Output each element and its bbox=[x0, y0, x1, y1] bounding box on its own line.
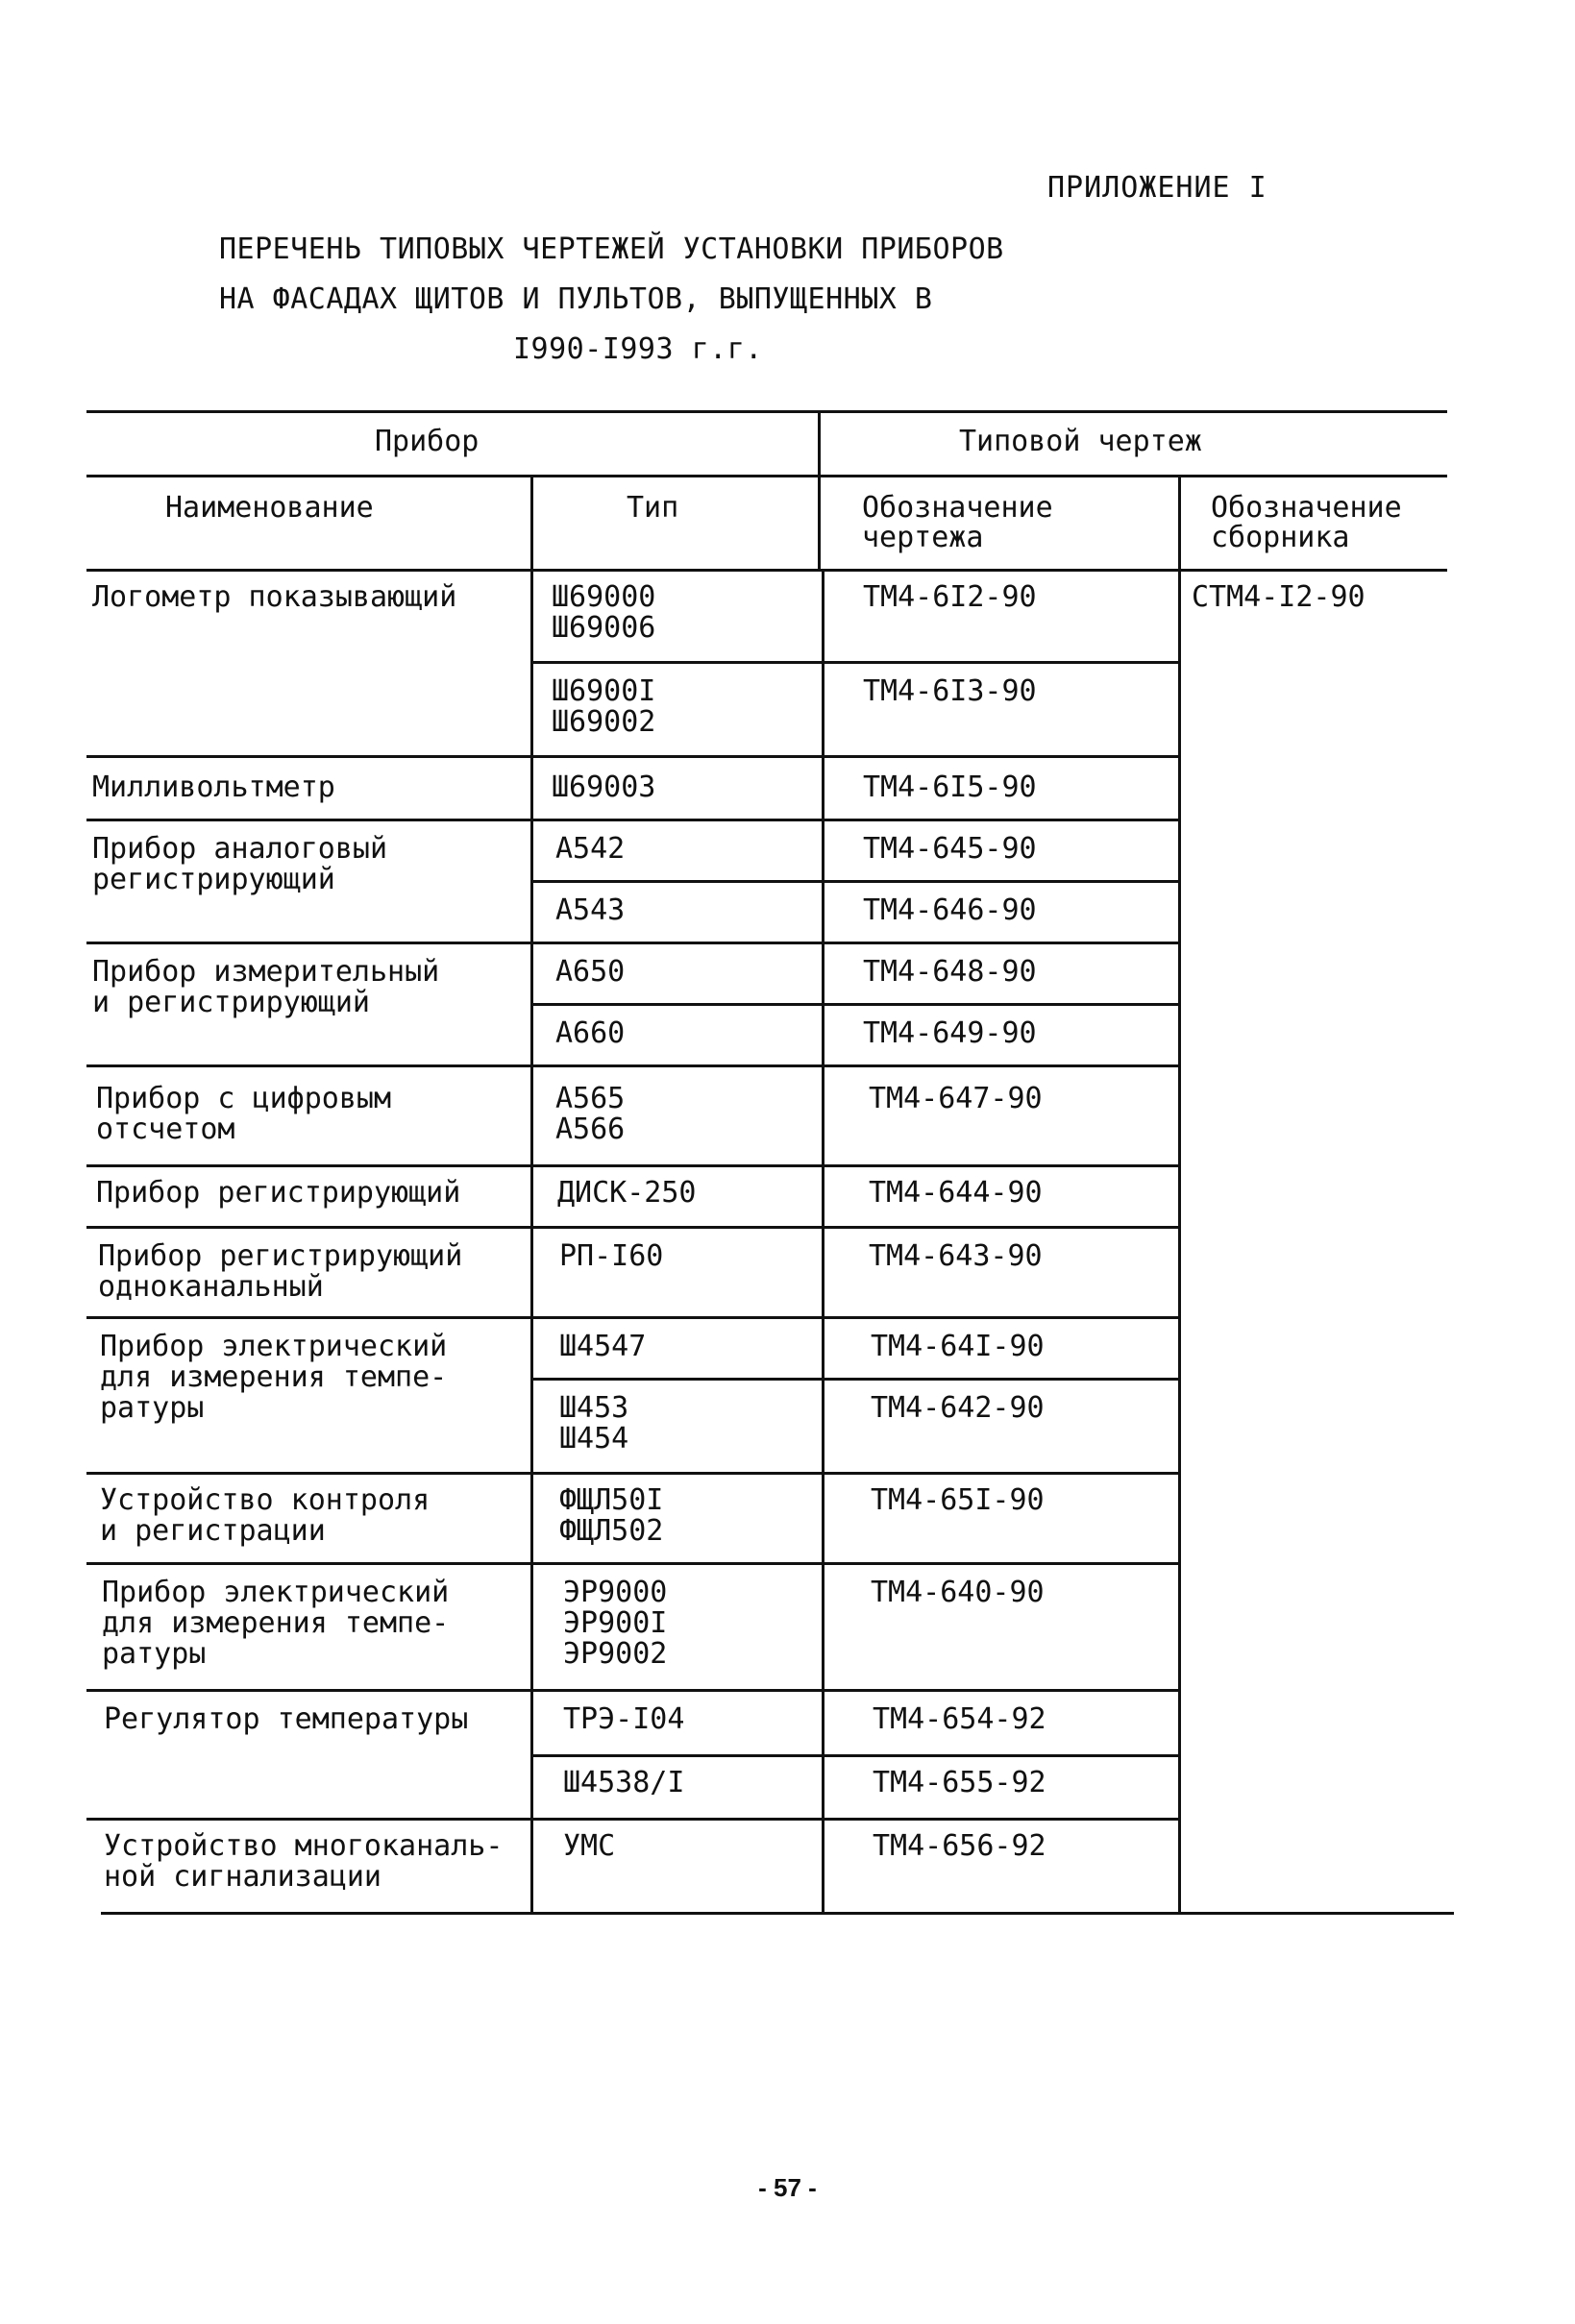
device-type: ТРЭ-I04 bbox=[563, 1702, 685, 1736]
column-divider-name-type bbox=[530, 569, 533, 1912]
drawing-designation: ТМ4-655-92 bbox=[873, 1766, 1046, 1799]
header-type: Тип bbox=[627, 491, 679, 525]
drawing-designation: ТМ4-645-90 bbox=[863, 832, 1037, 866]
drawing-designation: ТМ4-654-92 bbox=[873, 1702, 1046, 1736]
title-line-2: НА ФАСАДАХ ЩИТОВ И ПУЛЬТОВ, ВЫПУЩЕННЫХ В bbox=[219, 282, 933, 316]
row-rule bbox=[86, 1818, 1180, 1821]
device-type: ЭР9000 ЭР900I ЭР9002 bbox=[563, 1576, 668, 1671]
drawing-designation: ТМ4-643-90 bbox=[869, 1239, 1043, 1273]
drawing-designation: ТМ4-649-90 bbox=[863, 1016, 1037, 1050]
device-type: А660 bbox=[555, 1016, 626, 1050]
device-type: А565 А566 bbox=[555, 1082, 626, 1146]
column-divider-drawing-assembly bbox=[1178, 569, 1181, 1912]
drawing-designation: ТМ4-644-90 bbox=[869, 1176, 1043, 1210]
device-type: УМС bbox=[563, 1829, 616, 1863]
row-rule bbox=[86, 1226, 1180, 1229]
device-type: Ш69000 Ш69006 bbox=[552, 580, 656, 645]
header-divider bbox=[530, 475, 533, 572]
row-rule bbox=[86, 942, 1180, 944]
device-type: ФЩЛ50I ФЩЛ502 bbox=[559, 1483, 664, 1548]
drawing-designation: ТМ4-65I-90 bbox=[871, 1483, 1045, 1517]
device-type: Ш4538/I bbox=[563, 1766, 685, 1799]
device-type: Ш4547 bbox=[559, 1330, 647, 1363]
device-type: Ш453 Ш454 bbox=[559, 1391, 629, 1456]
row-rule bbox=[86, 1472, 1180, 1475]
header-typical-drawing: Типовой чертеж bbox=[959, 425, 1202, 458]
header-divider bbox=[1178, 475, 1181, 572]
device-name: Прибор измерительный и регистрирующий bbox=[92, 955, 440, 1019]
device-name: Милливольтметр bbox=[92, 771, 335, 804]
drawing-designation: ТМ4-640-90 bbox=[871, 1576, 1045, 1609]
device-name: Устройство многоканаль- ной сигнализации bbox=[104, 1829, 504, 1894]
row-rule bbox=[86, 1562, 1180, 1565]
header-bottom-rule bbox=[86, 569, 1447, 572]
row-rule bbox=[86, 1164, 1180, 1167]
drawing-designation: ТМ4-6I2-90 bbox=[863, 580, 1037, 614]
header-drawing-designation-2: чертежа bbox=[862, 521, 984, 554]
device-name: Прибор аналоговый регистрирующий bbox=[92, 832, 388, 896]
header-name: Наименование bbox=[165, 491, 374, 525]
drawing-designation: ТМ4-64I-90 bbox=[871, 1330, 1045, 1363]
table-bottom-rule bbox=[101, 1912, 1454, 1915]
row-rule bbox=[86, 1689, 1180, 1692]
appendix-label: ПРИЛОЖЕНИЕ I bbox=[1047, 171, 1267, 205]
page-number: - 57 - bbox=[758, 2173, 817, 2202]
device-type: Ш6900I Ш69002 bbox=[552, 674, 656, 739]
device-type: А543 bbox=[555, 893, 626, 927]
header-assembly-designation-1: Обозначение bbox=[1211, 491, 1402, 525]
device-name: Регулятор температуры bbox=[104, 1702, 469, 1736]
device-name: Устройство контроля и регистрации bbox=[100, 1483, 431, 1548]
row-rule bbox=[86, 819, 1180, 821]
device-type: А542 bbox=[555, 832, 626, 866]
header-drawing-designation-1: Обозначение bbox=[862, 491, 1053, 525]
device-name: Логометр показывающий bbox=[92, 580, 457, 614]
device-type: Ш69003 bbox=[552, 771, 656, 804]
table-top-rule bbox=[86, 410, 1447, 413]
row-rule bbox=[86, 755, 1180, 758]
drawing-designation: ТМ4-656-92 bbox=[873, 1829, 1046, 1863]
drawing-designation: ТМ4-6I5-90 bbox=[863, 771, 1037, 804]
device-type: ДИСК-250 bbox=[557, 1176, 697, 1210]
drawing-designation: ТМ4-642-90 bbox=[871, 1391, 1045, 1425]
device-type: РП-I60 bbox=[559, 1239, 664, 1273]
sub-row-rule bbox=[530, 661, 1180, 664]
header-device: Прибор bbox=[375, 425, 480, 458]
row-rule bbox=[86, 1316, 1180, 1319]
device-type: А650 bbox=[555, 955, 626, 989]
title-line-1: ПЕРЕЧЕНЬ ТИПОВЫХ ЧЕРТЕЖЕЙ УСТАНОВКИ ПРИБОРОВ bbox=[219, 232, 1004, 266]
sub-row-rule bbox=[530, 1003, 1180, 1006]
sub-row-rule bbox=[530, 1754, 1180, 1757]
device-name: Прибор электрический для измерения темпе- ратуры bbox=[102, 1576, 450, 1671]
device-name: Прибор регистрирующий одноканальный bbox=[98, 1239, 463, 1304]
device-name: Прибор регистрирующий bbox=[96, 1176, 461, 1210]
drawing-designation: ТМ4-646-90 bbox=[863, 893, 1037, 927]
row-rule bbox=[86, 1064, 1180, 1067]
assembly-designation: СТМ4-I2-90 bbox=[1192, 580, 1366, 614]
header-mid-rule bbox=[86, 475, 1447, 477]
drawing-designation: ТМ4-6I3-90 bbox=[863, 674, 1037, 708]
header-divider bbox=[818, 410, 821, 572]
device-name: Прибор с цифровым отсчетом bbox=[96, 1082, 392, 1146]
header-assembly-designation-2: сборника bbox=[1211, 521, 1350, 554]
device-name: Прибор электрический для измерения темпе- ратуры bbox=[100, 1330, 448, 1425]
column-divider-type-drawing bbox=[822, 569, 824, 1912]
drawing-designation: ТМ4-647-90 bbox=[869, 1082, 1043, 1115]
title-line-3: I990-I993 г.г. bbox=[513, 332, 763, 366]
sub-row-rule bbox=[530, 880, 1180, 883]
drawing-designation: ТМ4-648-90 bbox=[863, 955, 1037, 989]
sub-row-rule bbox=[530, 1378, 1180, 1381]
